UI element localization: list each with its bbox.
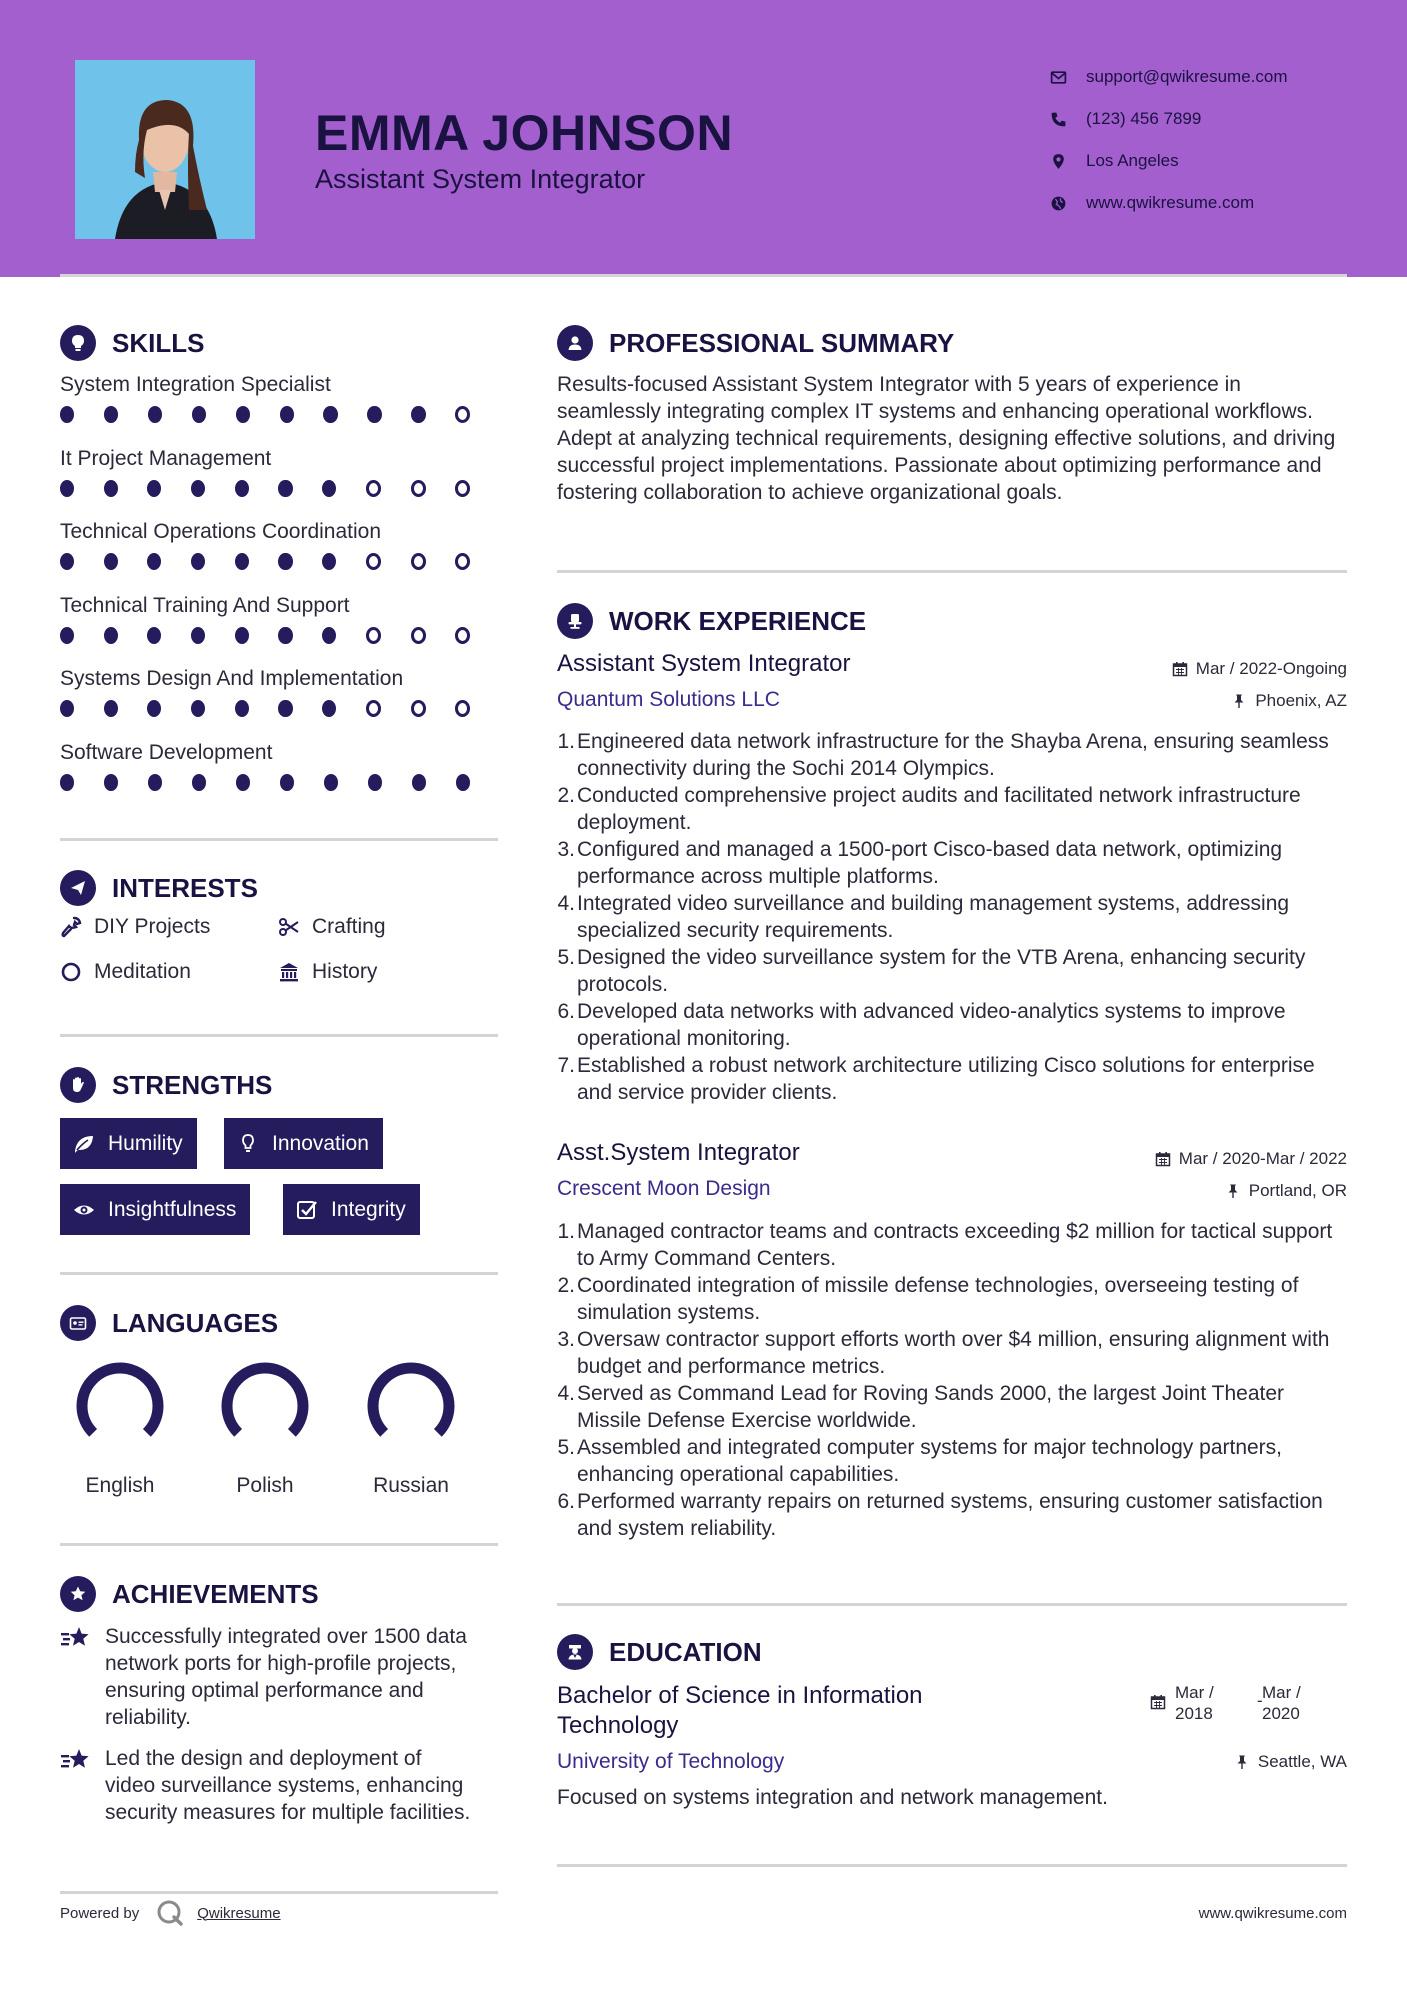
skill-item [60, 738, 500, 812]
paper-plane-icon [60, 870, 96, 906]
contact-website[interactable] [1050, 182, 1350, 224]
profile-photo [75, 60, 255, 239]
rating-dot-filled [278, 480, 292, 497]
language-progress-ring [72, 1358, 168, 1454]
calendar-icon [1150, 1694, 1166, 1710]
rating-dot-filled [323, 406, 337, 423]
achievements-heading [60, 1576, 319, 1612]
museum-icon [278, 961, 300, 983]
language-progress-ring [363, 1358, 459, 1454]
strength-label: Integrity [331, 1197, 406, 1221]
rating-dot-filled [60, 700, 74, 717]
job-dates-text: Mar / 2022-Ongoing [1195, 659, 1347, 678]
powered-by-text: Powered by [60, 1904, 140, 1922]
rating-dot-filled [278, 627, 292, 644]
education-divider [557, 1864, 1347, 1867]
contact-email-text: support@qwikresume.com [1086, 67, 1288, 86]
contact-email[interactable] [1050, 56, 1350, 98]
education-location [1234, 1752, 1347, 1772]
wrench-icon [60, 916, 82, 938]
interest-label: History [312, 960, 378, 983]
rating-dot-filled [148, 774, 162, 791]
rating-dot-empty [455, 553, 470, 570]
summary-heading [557, 325, 954, 361]
bullet-text: Developed data networks with advanced video-analytics systems to improve operational monitoring. [577, 1000, 1286, 1050]
footer-website[interactable]: www.qwikresume.com [1198, 1905, 1347, 1922]
language-progress-arc [373, 1368, 449, 1433]
contact-phone-text: (123) 456 7899 [1086, 109, 1202, 128]
header-banner [0, 0, 1407, 277]
language-name: Russian [373, 1474, 449, 1497]
star-icon [60, 1745, 105, 1826]
id-card-icon [60, 1305, 96, 1341]
language-item [346, 1358, 476, 1498]
job-bullets [557, 728, 1347, 1106]
rating-dot-filled [60, 480, 74, 497]
list-item: 1. Managed contractor teams and contracts exceeding $2 million for tactical support to Army Command Centers. [557, 1218, 1347, 1272]
job-dates [1172, 659, 1347, 679]
rating-dot-filled [322, 553, 336, 570]
rating-dot-filled [147, 627, 161, 644]
skill-rating [60, 406, 500, 423]
candidate-name: EMMA JOHNSON [315, 105, 734, 161]
skill-name: Systems Design And Implementation [60, 667, 404, 690]
rating-dot-filled [411, 406, 425, 423]
rating-dot-filled [322, 480, 336, 497]
skill-item [60, 517, 500, 591]
rating-dot-filled [191, 553, 205, 570]
list-item: 5. Assembled and integrated computer systems for major technology partners, enhancing operational capabilities. [557, 1434, 1347, 1488]
summary-divider [557, 570, 1347, 573]
rating-dot-filled [412, 774, 426, 791]
job-location [1225, 1181, 1347, 1201]
rating-dot-filled [147, 700, 161, 717]
skills-list [60, 370, 500, 811]
rating-dot-filled [236, 774, 250, 791]
rating-dot-empty [366, 700, 381, 717]
rating-dot-filled [280, 774, 294, 791]
rating-dot-filled [235, 627, 249, 644]
company-name: Quantum Solutions LLC [557, 688, 780, 711]
pushpin-icon [1231, 693, 1247, 709]
strength-label: Insightfulness [108, 1197, 237, 1221]
education-description: Focused on systems integration and network management. [557, 1786, 1108, 1809]
strengths-heading [60, 1067, 272, 1103]
strengths-divider [60, 1272, 498, 1275]
scissors-icon [278, 916, 300, 938]
strength-label: Humility [108, 1131, 183, 1155]
language-progress-ring [217, 1358, 313, 1454]
language-progress-arc [82, 1368, 158, 1433]
rating-dot-empty [366, 553, 381, 570]
rating-dot-filled [280, 406, 294, 423]
achievement-text: Successfully integrated over 1500 data network ports for high-profile projects, ensuring optimal performance and reliability. [105, 1625, 467, 1729]
education-date-separator: - [1257, 1691, 1263, 1710]
list-item: 2. Coordinated integration of missile defense technologies, overseeing testing of simulation systems. [557, 1272, 1347, 1326]
rating-dot-filled [324, 774, 338, 791]
rating-dot-filled [322, 700, 336, 717]
profile-photo-illustration [75, 60, 255, 239]
footer-powered-by [60, 1898, 281, 1928]
rating-dot-filled [60, 627, 74, 644]
bullet-text: Coordinated integration of missile defense technologies, overseeing testing of simulation systems. [577, 1274, 1299, 1324]
rating-dot-filled [192, 774, 206, 791]
achievement-item [60, 1745, 500, 1826]
strength-badge [60, 1184, 250, 1235]
list-item: 3. Oversaw contractor support efforts worth over $4 million, ensuring alignment with budget and performance metrics. [557, 1326, 1347, 1380]
bullet-text: Conducted comprehensive project audits and facilitated network infrastructure deployment. [577, 784, 1301, 834]
rating-dot-empty [455, 627, 470, 644]
language-name: Polish [236, 1474, 294, 1497]
rating-dot-filled [236, 406, 250, 423]
rating-dot-filled [60, 774, 74, 791]
strength-badge [60, 1118, 197, 1169]
interests-divider [60, 1034, 498, 1037]
achievements-divider [60, 1891, 498, 1894]
rating-dot-empty [411, 480, 426, 497]
school-name: University of Technology [557, 1750, 785, 1773]
pushpin-icon [1234, 1754, 1250, 1770]
list-item: 2. Conducted comprehensive project audits and facilitated network infrastructure deployment. [557, 782, 1347, 836]
experience-heading-text: WORK EXPERIENCE [609, 605, 867, 636]
list-item: 1. Engineered data network infrastructure for the Shayba Arena, ensuring seamless connectivity during the Sochi 2014 Olympics. [557, 728, 1347, 782]
globe-icon [1050, 195, 1086, 212]
experience-heading [557, 603, 866, 639]
bullet-text: Established a robust network architecture utilizing Cisco solutions for enterprise and service provider clients. [577, 1054, 1315, 1104]
achievements-heading-text: ACHIEVEMENTS [112, 1578, 319, 1609]
rating-dot-filled [192, 406, 206, 423]
rating-dot-filled [191, 480, 205, 497]
bullet-text: Integrated video surveillance and building management systems, addressing specialized security requirements. [577, 892, 1290, 942]
hand-icon [60, 1067, 96, 1103]
rating-dot-filled [104, 627, 118, 644]
languages-heading-text: LANGUAGES [112, 1307, 279, 1338]
job-location-text: Phoenix, AZ [1255, 691, 1347, 710]
list-item: 6. Performed warranty repairs on returned systems, ensuring customer satisfaction and system reliability. [557, 1488, 1347, 1542]
bullet-text: Designed the video surveillance system for the VTB Arena, enhancing security protocols. [577, 946, 1306, 996]
contact-phone[interactable] [1050, 98, 1350, 140]
rating-dot-empty [411, 553, 426, 570]
skill-rating [60, 553, 500, 570]
skills-heading-text: SKILLS [112, 327, 205, 358]
rating-dot-filled [191, 700, 205, 717]
achievement-item [60, 1623, 500, 1731]
skill-item [60, 370, 500, 444]
skill-rating [60, 627, 500, 644]
eye-icon [72, 1198, 96, 1222]
company-name: Crescent Moon Design [557, 1177, 771, 1200]
rating-dot-filled [104, 406, 118, 423]
skill-name: Technical Training And Support [60, 593, 350, 617]
strength-badge [283, 1184, 420, 1235]
circle-icon [60, 961, 82, 983]
strength-label: Innovation [272, 1131, 369, 1155]
rating-dot-empty [411, 700, 426, 717]
rating-dot-filled [104, 700, 118, 717]
rating-dot-filled [147, 480, 161, 497]
skill-name: Technical Operations Coordination [60, 520, 382, 543]
rating-dot-filled [60, 406, 74, 423]
skill-rating [60, 480, 500, 497]
lightbulb-icon [236, 1132, 260, 1156]
interest-label: Meditation [94, 960, 191, 983]
rating-dot-filled [456, 774, 470, 791]
skill-item [60, 591, 500, 665]
rating-dot-empty [366, 627, 381, 644]
envelope-icon [1050, 69, 1086, 86]
education-heading [557, 1634, 762, 1670]
rating-dot-filled [191, 627, 205, 644]
rating-dot-filled [104, 553, 118, 570]
achievement-text: Led the design and deployment of video surveillance systems, enhancing security measures for multiple facilities. [105, 1747, 471, 1824]
bullet-text: Performed warranty repairs on returned systems, ensuring customer satisfaction and system reliability. [577, 1490, 1323, 1540]
bullet-text: Configured and managed a 1500-port Cisco-based data network, optimizing performance across multiple platforms. [577, 838, 1283, 888]
graduate-icon [557, 1634, 593, 1670]
summary-text: Results-focused Assistant System Integrator with 5 years of experience in seamlessly integrating complex IT systems and enhancing operational workflows. Adept at analyzing technical requirements, designing effective solutions, and driving successful project implementations. Passionate about optimizing performance and fostering collaboration to achieve organizational goals. [557, 373, 1336, 504]
rating-dot-filled [278, 700, 292, 717]
language-item [200, 1358, 330, 1498]
rating-dot-filled [148, 406, 162, 423]
bullet-text: Oversaw contractor support efforts worth over $4 million, ensuring alignment with budget and performance metrics. [577, 1328, 1330, 1378]
education-location-text: Seattle, WA [1257, 1752, 1347, 1771]
interest-item [278, 915, 386, 939]
star-badge-icon [60, 1576, 96, 1612]
interest-label: Crafting [312, 915, 386, 938]
interest-item [278, 960, 377, 984]
rating-dot-empty [366, 480, 381, 497]
rating-dot-filled [235, 480, 249, 497]
rating-dot-filled [367, 406, 381, 423]
summary-heading-text: PROFESSIONAL SUMMARY [609, 327, 955, 358]
skill-item [60, 664, 500, 738]
calendar-icon [1155, 1151, 1171, 1167]
qwikresume-link[interactable]: Qwikresume [197, 1904, 281, 1922]
rating-dot-filled [235, 553, 249, 570]
list-item: 4. Integrated video surveillance and building management systems, addressing specialized security requirements. [557, 890, 1347, 944]
qwikresume-logo-icon [155, 1898, 185, 1928]
language-item [55, 1358, 185, 1498]
skill-rating [60, 700, 500, 717]
education-heading-text: EDUCATION [609, 1636, 762, 1667]
contact-location [1050, 140, 1350, 182]
languages-divider [60, 1543, 498, 1546]
rating-dot-filled [278, 553, 292, 570]
star-icon [60, 1623, 105, 1731]
strengths-heading-text: STRENGTHS [112, 1069, 273, 1100]
rating-dot-filled [60, 553, 74, 570]
contact-list [1050, 56, 1350, 224]
header-divider [60, 274, 1347, 277]
rating-dot-filled [147, 553, 161, 570]
skills-divider [60, 838, 498, 841]
skill-name: Software Development [60, 740, 273, 764]
language-name: English [85, 1474, 155, 1497]
bullet-text: Served as Command Lead for Roving Sands 2000, the largest Joint Theater Missile Defense Exercise worldwide. [577, 1382, 1285, 1432]
interest-item [60, 915, 210, 939]
phone-icon [1050, 111, 1086, 128]
job-location-text: Portland, OR [1248, 1181, 1347, 1200]
job-location [1231, 691, 1347, 711]
list-item: 7. Established a robust network architecture utilizing Cisco solutions for enterprise and service provider clients. [557, 1052, 1347, 1106]
strength-badge [224, 1118, 383, 1169]
rating-dot-filled [368, 774, 382, 791]
job-dates [1155, 1149, 1347, 1169]
candidate-title: Assistant System Integrator [315, 164, 646, 194]
user-icon [557, 325, 593, 361]
language-progress-arc [227, 1368, 303, 1433]
education-start-date: Mar / 2018 [1175, 1683, 1214, 1723]
rating-dot-empty [455, 700, 470, 717]
rating-dot-filled [235, 700, 249, 717]
rating-dot-empty [455, 480, 470, 497]
lightbulb-icon [60, 325, 96, 361]
contact-location-text: Los Angeles [1086, 151, 1179, 170]
bullet-text: Managed contractor teams and contracts exceeding $2 million for tactical support to Army Command Centers. [577, 1220, 1333, 1270]
rating-dot-empty [455, 406, 470, 423]
bullet-text: Engineered data network infrastructure for the Shayba Arena, ensuring seamless connectivity during the Sochi 2014 Olympics. [577, 730, 1329, 780]
pushpin-icon [1225, 1183, 1241, 1199]
interest-label: DIY Projects [94, 915, 211, 938]
list-item: 5. Designed the video surveillance system for the VTB Arena, enhancing security protocols. [557, 944, 1347, 998]
rating-dot-filled [104, 774, 118, 791]
calendar-icon [1172, 661, 1188, 677]
job-bullets [557, 1218, 1347, 1542]
rating-dot-filled [322, 627, 336, 644]
education-end-date: Mar / 2020 [1262, 1683, 1301, 1723]
experience-divider [557, 1603, 1347, 1606]
job-title: Asst.System Integrator [557, 1139, 800, 1166]
job-dates-text: Mar / 2020-Mar / 2022 [1178, 1149, 1347, 1168]
list-item: 3. Configured and managed a 1500-port Cisco-based data network, optimizing performance across multiple platforms. [557, 836, 1347, 890]
chair-icon [557, 603, 593, 639]
skill-rating [60, 774, 500, 791]
list-item: 4. Served as Command Lead for Roving Sands 2000, the largest Joint Theater Missile Defense Exercise worldwide. [557, 1380, 1347, 1434]
languages-heading [60, 1305, 278, 1341]
job-title: Assistant System Integrator [557, 650, 851, 677]
rating-dot-filled [104, 480, 118, 497]
map-pin-icon [1050, 153, 1086, 170]
rating-dot-empty [411, 627, 426, 644]
interests-heading-text: INTERESTS [112, 872, 258, 903]
skills-heading [60, 325, 204, 361]
degree-title: Bachelor of Science in Information Technology [557, 1682, 923, 1739]
skill-name: System Integration Specialist [60, 373, 331, 396]
contact-website-text: www.qwikresume.com [1086, 193, 1255, 212]
check-square-icon [295, 1198, 319, 1222]
interest-item [60, 960, 191, 984]
skill-item [60, 444, 500, 518]
list-item: 6. Developed data networks with advanced video-analytics systems to improve operational monitoring. [557, 998, 1347, 1052]
interests-heading [60, 870, 258, 906]
skill-name: It Project Management [60, 446, 272, 470]
leaf-icon [72, 1132, 96, 1156]
bullet-text: Assembled and integrated computer systems for major technology partners, enhancing operational capabilities. [577, 1436, 1283, 1486]
